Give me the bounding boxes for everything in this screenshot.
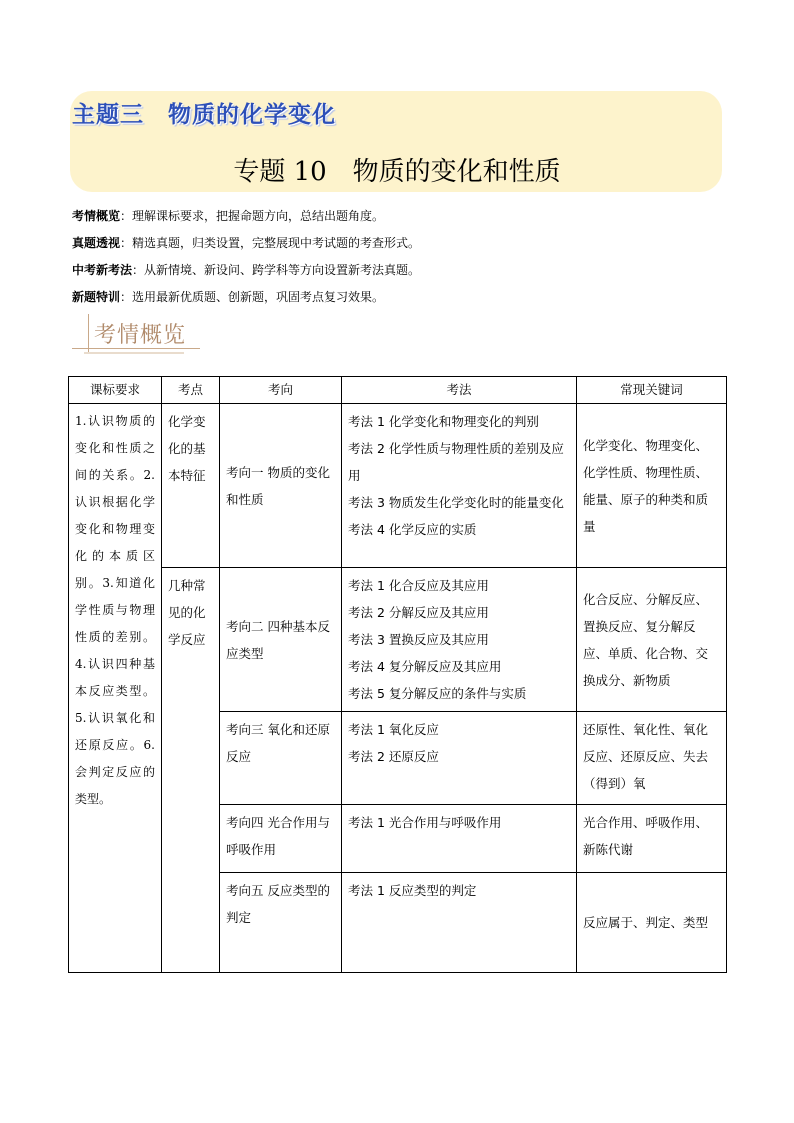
intro-label: 新题特训 xyxy=(72,290,121,304)
intro-line xyxy=(72,261,420,278)
requirements-cell: 1.认识物质的变化和性质之间的关系。2.认识根据化学变化和物理变化的本质区别。3.知道化学性质与物理性质的差别。4.认识四种基本反应类型。5.认识氧化和还原反应。6.会判定反应的类型。 xyxy=(69,404,162,973)
method-item: 考法 1 化学变化和物理变化的判别 xyxy=(348,414,539,429)
intro-text: ：精选真题，归类设置，完整展现中考试题的考查形式。 xyxy=(120,236,421,250)
method-item: 考法 1 化合反应及其应用 xyxy=(348,578,489,593)
keywords-cell: 还原性、氧化性、氧化反应、还原反应、失去（得到）氧 xyxy=(577,712,727,805)
keywords-cell: 反应属于、判定、类型 xyxy=(577,873,727,973)
intro-label: 中考新考法 xyxy=(72,263,133,277)
keywords-cell: 化学变化、物理变化、化学性质、物理性质、能量、原子的种类和质量 xyxy=(577,404,727,568)
column-header: 考向 xyxy=(220,377,342,404)
keywords-cell: 光合作用、呼吸作用、新陈代谢 xyxy=(577,805,727,873)
table-row xyxy=(69,404,727,568)
intro-label: 真题透视 xyxy=(72,236,121,250)
method-item: 考法 4 化学反应的实质 xyxy=(348,522,477,537)
point-cell: 几种常见的化学反应 xyxy=(162,568,220,973)
intro-label: 考情概览 xyxy=(72,209,121,223)
direction-cell: 考向四 光合作用与呼吸作用 xyxy=(220,805,342,873)
methods-cell xyxy=(342,712,577,805)
method-item: 考法 4 复分解反应及其应用 xyxy=(348,659,502,674)
methods-cell xyxy=(342,404,577,568)
direction-cell: 考向二 四种基本反应类型 xyxy=(220,568,342,712)
method-item: 考法 2 分解反应及其应用 xyxy=(348,605,489,620)
overview-table xyxy=(68,376,727,973)
intro-line xyxy=(72,234,420,251)
method-item: 考法 2 化学性质与物理性质的差别及应用 xyxy=(348,441,564,483)
column-header: 考点 xyxy=(162,377,220,404)
methods-cell xyxy=(342,873,577,973)
method-item: 考法 1 反应类型的判定 xyxy=(348,883,477,898)
method-item: 考法 3 物质发生化学变化时的能量变化 xyxy=(348,495,564,510)
table-header-row xyxy=(69,377,727,404)
method-item: 考法 2 还原反应 xyxy=(348,749,439,764)
theme-title: 主题三 物质的化学变化 xyxy=(72,102,336,128)
column-header: 常现关键词 xyxy=(577,377,727,404)
intro-text: ：理解课标要求，把握命题方向，总结出题角度。 xyxy=(120,209,385,223)
table-row xyxy=(69,568,727,712)
method-item: 考法 1 光合作用与呼吸作用 xyxy=(348,815,502,830)
direction-cell: 考向五 反应类型的判定 xyxy=(220,873,342,973)
section-title: 考情概览 xyxy=(94,323,187,348)
intro-text: ：选用最新优质题、创新题，巩固考点复习效果。 xyxy=(120,290,385,304)
section-divider xyxy=(84,352,184,354)
method-item: 考法 5 复分解反应的条件与实质 xyxy=(348,686,527,701)
method-item: 考法 1 氧化反应 xyxy=(348,722,439,737)
intro-line xyxy=(72,288,384,305)
section-heading xyxy=(72,312,202,356)
topic-title: 专题 10 物质的变化和性质 xyxy=(233,157,561,187)
intro-text: ：从新情境、新设问、跨学科等方向设置新考法真题。 xyxy=(132,263,421,277)
point-cell: 化学变化的基本特征 xyxy=(162,404,220,568)
methods-cell xyxy=(342,805,577,873)
intro-line xyxy=(72,207,384,224)
methods-cell xyxy=(342,568,577,712)
column-header: 课标要求 xyxy=(69,377,162,404)
keywords-cell: 化合反应、分解反应、置换反应、复分解反应、单质、化合物、交换成分、新物质 xyxy=(577,568,727,712)
direction-cell: 考向三 氧化和还原反应 xyxy=(220,712,342,805)
method-item: 考法 3 置换反应及其应用 xyxy=(348,632,489,647)
column-header: 考法 xyxy=(342,377,577,404)
direction-cell: 考向一 物质的变化和性质 xyxy=(220,404,342,568)
